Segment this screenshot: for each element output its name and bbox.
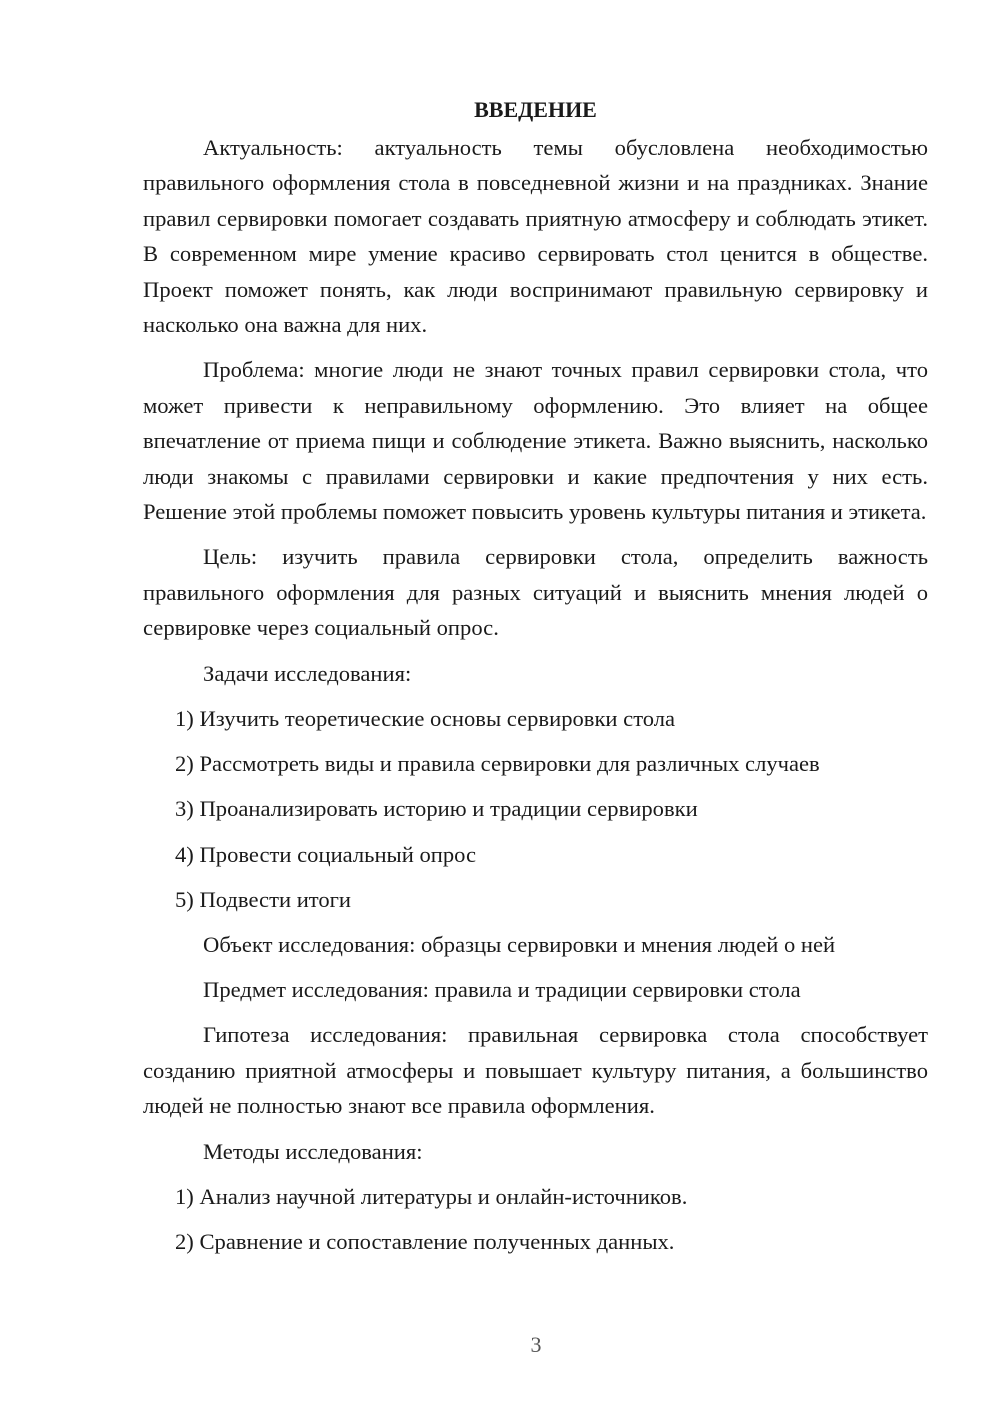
method-item: 2) Сравнение и сопоставление полученных данных. [175, 1228, 675, 1254]
task-item: 2) Рассмотреть виды и правила сервировки для различных случаев [175, 751, 820, 777]
task-item: 5) Подвести итоги [175, 886, 352, 912]
paragraph-problem: Проблема: многие люди не знают точных правил сервировки стола, что может привести к неправильному оформлению. Это влияет на общее впечатление от приема пищи и соблюдение этикета. Важно выяснить, насколько люди знакомы с правилами сервировки и какие предпочтения у них есть. Решение этой проблемы поможет повысить уровень культуры питания и этикета. [143, 357, 928, 525]
task-item: 3) Проанализировать историю и традиции сервировки [175, 796, 698, 822]
tasks-heading: Задачи исследования: [203, 660, 412, 686]
research-object: Объект исследования: образцы сервировки и мнения людей о ней [203, 931, 836, 957]
section-title: ВВЕДЕНИЕ [474, 97, 597, 122]
method-item: 1) Анализ научной литературы и онлайн-источников. [175, 1183, 688, 1209]
paragraph-hypothesis: Гипотеза исследования: правильная сервировка стола способствует созданию приятной атмосферы и повышает культуру питания, а большинство людей не полностью знают все правила оформления. [143, 1022, 928, 1119]
paragraph-goal: Цель: изучить правила сервировки стола, определить важность правильного оформления для разных ситуаций и выяснить мнения людей о сервировке через социальный опрос. [143, 544, 928, 641]
page-number: 3 [530, 1332, 542, 1357]
document-page [143, 92, 928, 1269]
paragraph-relevance: Актуальность: актуальность темы обусловлена необходимостью правильного оформления стола в повседневной жизни и на праздниках. Знание правил сервировки помогает создавать приятную атмосферу и соблюдать этикет. В современном мире умение красиво сервировать стол ценится в обществе. Проект поможет понять, как люди воспринимают правильную сервировку и насколько она важна для них. [143, 135, 928, 338]
research-subject: Предмет исследования: правила и традиции сервировки стола [203, 977, 801, 1003]
methods-heading: Методы исследования: [203, 1138, 423, 1164]
task-item: 1) Изучить теоретические основы сервировки стола [175, 705, 676, 731]
task-item: 4) Провести социальный опрос [175, 841, 477, 867]
